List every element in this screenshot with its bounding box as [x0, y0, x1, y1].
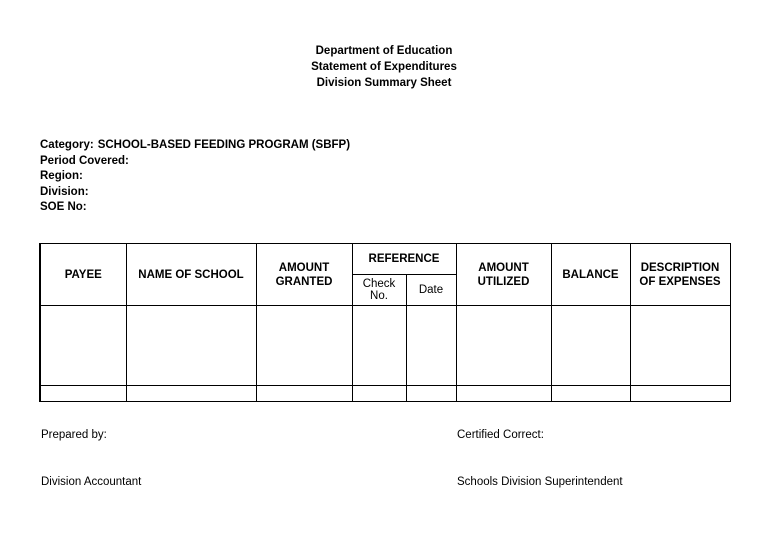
table-row	[40, 306, 730, 386]
amount-granted-line1: AMOUNT	[278, 261, 330, 274]
date-header: Date	[406, 275, 456, 306]
total-row	[40, 386, 730, 402]
description-line2: OF EXPENSES	[639, 275, 721, 288]
division-label: Division:	[40, 185, 89, 198]
statement-title: Statement of Expenditures	[311, 61, 457, 73]
superintendent-label: Schools Division Superintendent	[457, 476, 623, 488]
amount-utilized-header	[456, 244, 551, 306]
check-no-line1: Check	[362, 278, 396, 290]
table-cell	[126, 386, 256, 402]
category-line	[40, 138, 350, 154]
info-block	[40, 138, 350, 216]
division-accountant-label: Division Accountant	[41, 476, 142, 488]
document-header	[0, 43, 768, 91]
soe-no-label: SOE No:	[40, 201, 87, 213]
table-cell	[352, 306, 406, 386]
region-label: Region:	[40, 170, 83, 182]
description-line1: DESCRIPTION	[640, 261, 720, 274]
description-header	[630, 244, 730, 306]
table-cell	[40, 386, 126, 402]
expenditures-table	[39, 243, 731, 402]
amount-utilized-line2: UTILIZED	[477, 275, 530, 288]
table-cell	[551, 386, 630, 402]
amount-utilized-line1: AMOUNT	[478, 261, 529, 274]
table-cell	[551, 306, 630, 386]
table-cell	[456, 306, 551, 386]
certified-correct-label: Certified Correct:	[457, 429, 544, 441]
table-cell	[406, 306, 456, 386]
table-cell	[456, 386, 551, 402]
prepared-by-label: Prepared by:	[41, 429, 107, 441]
table-cell	[256, 386, 352, 402]
name-of-school-header: NAME OF SCHOOL	[126, 244, 256, 306]
check-no-line2: No.	[370, 290, 388, 302]
table-cell	[256, 306, 352, 386]
department-title: Department of Education	[315, 45, 453, 57]
table-cell	[406, 386, 456, 402]
table-cell	[630, 306, 730, 386]
table-cell	[352, 386, 406, 402]
check-no-header	[352, 275, 406, 306]
category-value: SCHOOL-BASED FEEDING PROGRAM (SBFP)	[97, 139, 351, 151]
table-cell	[40, 306, 126, 386]
summary-sheet-title: Division Summary Sheet	[316, 77, 452, 89]
amount-granted-line2: GRANTED	[275, 275, 333, 288]
table-cell	[630, 386, 730, 402]
balance-header: BALANCE	[551, 244, 630, 306]
category-label: Category:	[40, 139, 94, 151]
table-cell	[126, 306, 256, 386]
reference-header: REFERENCE	[352, 244, 456, 275]
amount-granted-header	[256, 244, 352, 306]
payee-header: PAYEE	[40, 244, 126, 306]
period-covered-label: Period Covered:	[40, 154, 129, 167]
